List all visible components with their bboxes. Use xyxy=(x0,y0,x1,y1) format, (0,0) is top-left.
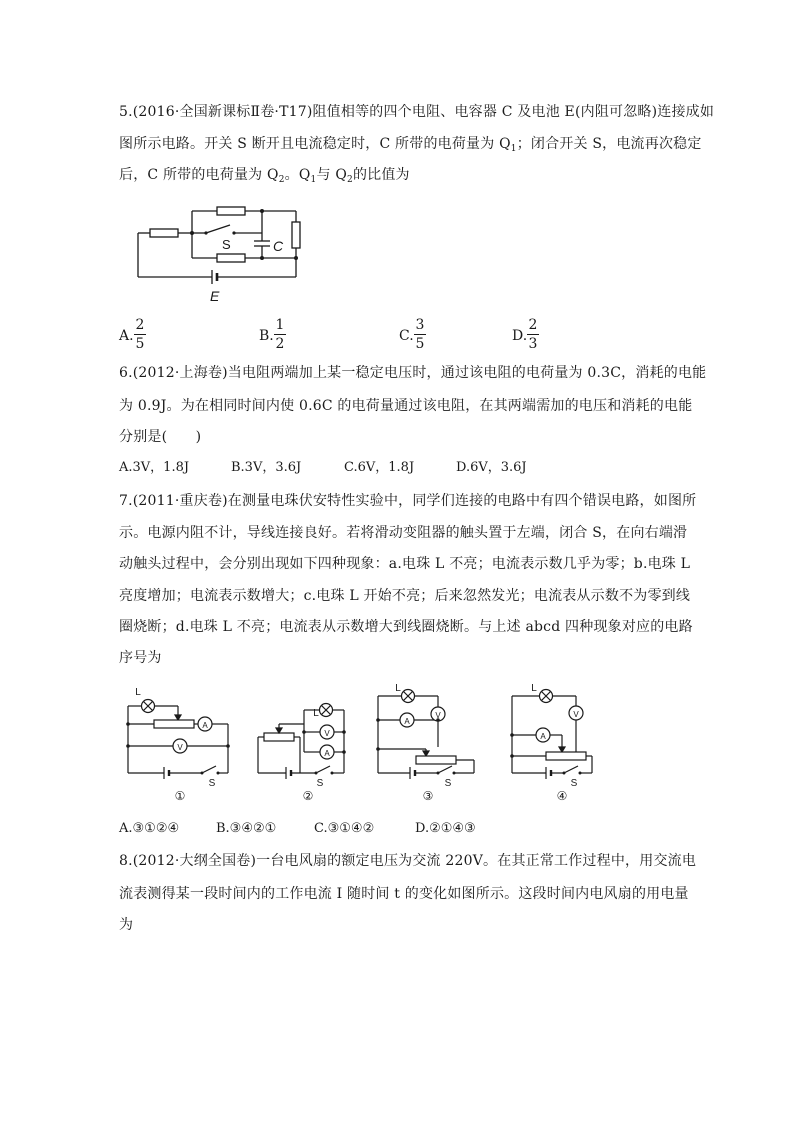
q7-c3-label-V: V xyxy=(435,711,441,720)
q5-line-1: 5.(2016·全国新课标Ⅱ卷·T17)阻值相等的四个电阻、电容器 C 及电池 E(内阻可忽略)连接成如 xyxy=(119,104,715,120)
q5-resistor-top xyxy=(217,207,245,215)
q7-c4-label-L: L xyxy=(531,683,537,694)
q7-c2-label-L: L xyxy=(313,708,319,719)
q7-option-c: C.③①④② xyxy=(314,821,375,836)
q6-line-1: 6.(2012·上海卷)当电阻两端加上某一稳定电压时，通过该电阻的电荷量为 0.3C，消耗的电能 xyxy=(119,365,707,381)
q7-c1-label-A: A xyxy=(202,721,208,730)
q5-line-3: 后，C 所带的电荷量为 $Q_2$。$Q_1$与 $Q_2$的比值为 xyxy=(119,167,410,185)
q7-circuit-3 xyxy=(378,696,474,779)
q6-option-a: A.3V，1.8J xyxy=(119,460,190,475)
q7-option-a: A.③①②④ xyxy=(119,821,180,836)
q5-option-d-label: D. xyxy=(512,328,528,344)
q7-c4-number: ④ xyxy=(556,789,568,803)
q7-line-6: 序号为 xyxy=(119,650,162,666)
q7-c1-label-S: S xyxy=(208,778,216,789)
q7-c2-label-V: V xyxy=(324,729,330,738)
q7-line-4: 亮度增加；电流表示数增大；c.电珠 L 开始不亮；后来忽然发光；电流表从示数不为零到线 xyxy=(119,588,691,604)
q5-option-b-fraction: 1 2 xyxy=(275,317,285,352)
q7-c3-label-S: S xyxy=(444,778,452,789)
q5-label-S: S xyxy=(222,237,231,252)
q7-c2-label-S: S xyxy=(316,778,324,789)
q5-circuit-diagram xyxy=(130,195,310,307)
q7-c4-label-S: S xyxy=(570,778,578,789)
q7-c1-number: ① xyxy=(174,789,186,803)
q6-option-d: D.6V，3.6J xyxy=(456,460,527,475)
q8-line-2: 流表测得某一段时间内的工作电流 I 随时间 t 的变化如图所示。这段时间内电风扇的用电量 xyxy=(119,886,689,902)
q6-line-2: 为 0.9J。为在相同时间内使 0.6C 的电荷量通过该电阻，在其两端需加的电压和消耗的电能 xyxy=(119,398,693,414)
q5-label-E: E xyxy=(210,288,220,304)
q7-c3-label-L: L xyxy=(395,683,401,694)
q5-option-c-fraction: 3 5 xyxy=(415,317,425,352)
q7-line-2: 示。电源内阻不计，导线连接良好。若将滑动变阻器的触头置于左端，闭合 S，在向右端滑 xyxy=(119,525,688,541)
q8-line-3: 为 xyxy=(119,917,134,933)
q6-option-b: B.3V，3.6J xyxy=(231,460,302,475)
q6-line-3: 分别是( ) xyxy=(119,429,202,445)
q5-option-a-fraction: 2 5 xyxy=(135,317,145,352)
q7-c3-label-A: A xyxy=(404,717,410,726)
q7-c4-label-A: A xyxy=(540,732,546,741)
q5-resistor-right xyxy=(292,222,300,248)
q5-label-C: C xyxy=(273,238,284,254)
q5-option-d-fraction: 2 3 xyxy=(528,317,538,352)
q5-option-b-label: B. xyxy=(259,328,274,344)
q7-circuit-2 xyxy=(258,710,344,779)
q7-c2-label-A: A xyxy=(324,749,330,758)
q5-option-a-label: A. xyxy=(119,328,134,344)
q5-resistor-bottom xyxy=(217,254,245,262)
q7-c4-label-V: V xyxy=(573,710,579,719)
q6-option-c: C.6V，1.8J xyxy=(344,460,415,475)
q8-line-1: 8.(2012·大纲全国卷)一台电风扇的额定电压为交流 220V。在其正常工作过程中，用交流电 xyxy=(119,853,697,869)
q7-c1-label-V: V xyxy=(177,743,183,752)
q7-circuit-diagrams xyxy=(118,682,618,807)
q7-line-5: 圈烧断；d.电珠 L 不亮；电流表从示数增大到线圈烧断。与上述 abcd 四种现象对应的电路 xyxy=(119,619,693,635)
q7-option-b: B.③④②① xyxy=(216,821,277,836)
q7-option-d: D.②①④③ xyxy=(415,821,476,836)
q7-line-1: 7.(2011·重庆卷)在测量电珠伏安特性实验中，同学们连接的电路中有四个错误电路，如图所 xyxy=(119,493,697,509)
q7-c1-label-L: L xyxy=(135,687,141,698)
q7-c3-number: ③ xyxy=(422,789,434,803)
q5-line-2: 图所示电路。开关 S 断开且电流稳定时，C 所带的电荷量为 $Q_1$；闭合开关 S，电流再次稳定 xyxy=(119,136,702,154)
q7-line-3: 动触头过程中，会分别出现如下四种现象：a.电珠 L 不亮；电流表示数几乎为零；b.电珠 L xyxy=(119,556,691,572)
q5-option-c-label: C. xyxy=(399,328,414,344)
q5-resistor-left xyxy=(150,229,178,237)
q7-c2-number: ② xyxy=(302,789,314,803)
